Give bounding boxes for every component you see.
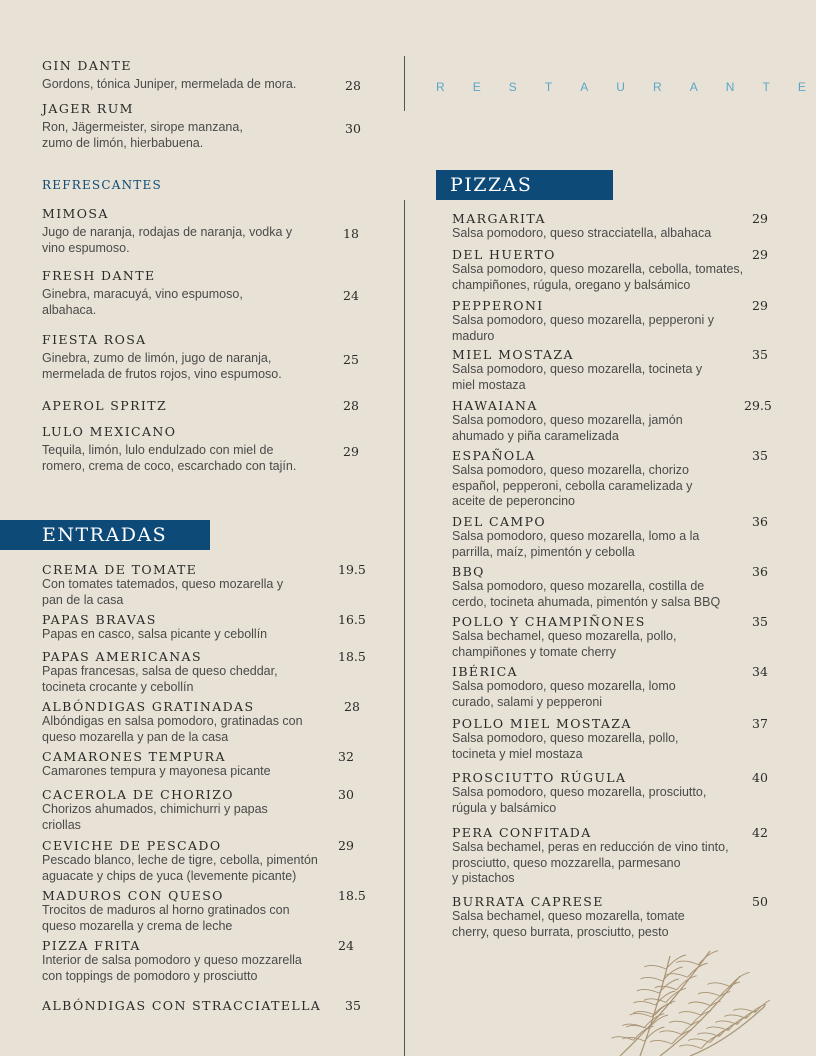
menu-item-description: Salsa pomodoro, queso mozarella, pepperoni y maduro [452, 313, 714, 343]
menu-item-price: 29 [752, 298, 768, 313]
menu-item-name: PEPPERONI [452, 298, 544, 313]
section-banner-entradas: ENTRADAS [0, 520, 210, 550]
menu-item-description: Salsa pomodoro, queso mozarella, lomo curado, salami y pepperoni [452, 679, 676, 709]
menu-item-price: 25 [343, 352, 359, 367]
menu-item-price: 18.5 [338, 888, 366, 903]
restaurant-letter: U [616, 80, 625, 94]
menu-item-name: BURRATA CAPRESE [452, 894, 604, 909]
menu-item-name: PERA CONFITADA [452, 825, 592, 840]
menu-item-name: MIEL MOSTAZA [452, 347, 574, 362]
menu-item-description: Ginebra, maracuyá, vino espumoso, albahaca. [42, 287, 243, 317]
menu-item-price: 34 [752, 664, 768, 679]
menu-item-name: MIMOSA [42, 206, 109, 221]
menu-item-name: MADUROS CON QUESO [42, 888, 224, 903]
menu-item-name: ALBÓNDIGAS GRATINADAS [42, 699, 255, 714]
menu-item-name: ESPAÑOLA [452, 448, 536, 463]
menu-item-name: FIESTA ROSA [42, 332, 147, 347]
column-divider [404, 56, 405, 111]
menu-item-description: Salsa pomodoro, queso mozarella, tocineta y miel mostaza [452, 362, 703, 392]
menu-item-price: 30 [345, 121, 361, 136]
menu-item-price: 29 [338, 838, 354, 853]
menu-item-name: PAPAS AMERICANAS [42, 649, 202, 664]
menu-item-name: LULO MEXICANO [42, 424, 177, 439]
menu-item-description: Salsa pomodoro, queso mozarella, costilla de cerdo, tocineta ahumada, pimentón y salsa BBQ [452, 579, 721, 609]
menu-item-name: CACEROLA DE CHORIZO [42, 787, 234, 802]
menu-item-name: IBÉRICA [452, 664, 518, 679]
menu-item-price: 18 [343, 226, 359, 241]
menu-item-name: CEVICHE DE PESCADO [42, 838, 222, 853]
menu-item-description: Salsa pomodoro, queso mozarella, pollo, tocineta y miel mostaza [452, 731, 679, 761]
menu-item-price: 32 [338, 749, 354, 764]
menu-item-price: 24 [343, 288, 359, 303]
menu-item-price: 40 [752, 770, 768, 785]
menu-item-description: Salsa pomodoro, queso mozarella, chorizo español, pepperoni, cebolla caramelizada y aceite de peperoncino [452, 463, 693, 508]
decorative-leaf-icon [600, 946, 770, 1056]
menu-item-price: 24 [338, 938, 354, 953]
menu-item-price: 37 [752, 716, 768, 731]
menu-item-price: 35 [345, 998, 361, 1013]
menu-item-description: Chorizos ahumados, chimichurri y papas criollas [42, 802, 268, 832]
menu-item-description: Salsa pomodoro, queso mozarella, prosciutto, rúgula y balsámico [452, 785, 707, 815]
menu-item-description: Tequila, limón, lulo endulzado con miel de romero, crema de coco, escarchado con tajín. [42, 443, 297, 473]
menu-item-name: PIZZA FRITA [42, 938, 141, 953]
menu-item-price: 29.5 [744, 398, 772, 413]
restaurant-letter: R [436, 80, 445, 94]
menu-item-price: 50 [752, 894, 768, 909]
menu-item-name: POLLO MIEL MOSTAZA [452, 716, 632, 731]
restaurant-letter: E [472, 80, 481, 94]
restaurant-letter: A [689, 80, 698, 94]
menu-item-name: JAGER RUM [42, 101, 134, 116]
menu-item-name: ALBÓNDIGAS CON STRACCIATELLA [42, 998, 322, 1013]
menu-item-description: Jugo de naranja, rodajas de naranja, vodka y vino espumoso. [42, 225, 293, 255]
column-divider [404, 200, 405, 1056]
menu-item-name: APEROL SPRITZ [42, 398, 168, 413]
menu-item-description: Salsa bechamel, queso mozarella, tomate cherry, queso burrata, prosciutto, pesto [452, 909, 685, 939]
menu-item-name: CAMARONES TEMPURA [42, 749, 226, 764]
menu-item-name: BBQ [452, 564, 485, 579]
menu-item-price: 30 [338, 787, 354, 802]
menu-item-price: 16.5 [338, 612, 366, 627]
menu-item-price: 29 [343, 444, 359, 459]
menu-item-price: 28 [344, 699, 360, 714]
menu-item-description: Con tomates tatemados, queso mozarella y pan de la casa [42, 577, 284, 607]
menu-item-name: PAPAS BRAVAS [42, 612, 157, 627]
restaurant-letter: T [762, 80, 770, 94]
menu-item-price: 18.5 [338, 649, 366, 664]
restaurant-letter: T [544, 80, 553, 94]
menu-item-description: Albóndigas en salsa pomodoro, gratinadas con queso mozarella y pan de la casa [42, 714, 303, 744]
section-title-refrescantes: REFRESCANTES [42, 178, 162, 192]
restaurant-letter: S [508, 80, 517, 94]
menu-item-description: Salsa bechamel, peras en reducción de vino tinto, prosciutto, queso mozzarella, parmesano y pistachos [452, 840, 729, 885]
menu-item-name: PROSCIUTTO RÚGULA [452, 770, 627, 785]
menu-item-name: HAWAIANA [452, 398, 538, 413]
section-banner-pizzas: PIZZAS [436, 170, 613, 200]
menu-item-description: Salsa pomodoro, queso mozarella, jamón ahumado y piña caramelizada [452, 413, 683, 443]
menu-item-description: Papas francesas, salsa de queso cheddar, tocineta crocante y cebollín [42, 664, 278, 694]
restaurant-label [436, 80, 806, 94]
menu-item-description: Gordons, tónica Juniper, mermelada de mora. [42, 77, 297, 91]
restaurant-letter: R [653, 80, 662, 94]
menu-item-description: Ginebra, zumo de limón, jugo de naranja, mermelada de frutos rojos, vino espumoso. [42, 351, 282, 381]
menu-item-description: Salsa pomodoro, queso mozarella, lomo a la parrilla, maíz, pimentón y cebolla [452, 529, 700, 559]
menu-item-description: Interior de salsa pomodoro y queso mozzarella con toppings de pomodoro y prosciutto [42, 953, 302, 983]
menu-item-price: 42 [752, 825, 768, 840]
menu-item-description: Salsa pomodoro, queso stracciatella, albahaca [452, 226, 712, 240]
menu-item-price: 29 [752, 247, 768, 262]
menu-item-price: 28 [345, 78, 361, 93]
menu-item-price: 35 [752, 448, 768, 463]
menu-item-name: DEL CAMPO [452, 514, 547, 529]
menu-item-price: 19.5 [338, 562, 366, 577]
menu-item-description: Salsa bechamel, queso mozarella, pollo, champiñones y tomate cherry [452, 629, 677, 659]
menu-item-description: Salsa pomodoro, queso mozarella, cebolla, tomates, champiñones, rúgula, oregano y balsámico [452, 262, 744, 292]
menu-item-name: GIN DANTE [42, 58, 132, 73]
menu-item-description: Ron, Jägermeister, sirope manzana, zumo de limón, hierbabuena. [42, 120, 243, 150]
menu-item-name: FRESH DANTE [42, 268, 156, 283]
menu-item-name: CREMA DE TOMATE [42, 562, 198, 577]
restaurant-letter: A [580, 80, 589, 94]
menu-item-name: MARGARITA [452, 211, 546, 226]
menu-item-description: Camarones tempura y mayonesa picante [42, 764, 271, 778]
menu-item-price: 36 [752, 514, 768, 529]
restaurant-letter: N [725, 80, 735, 94]
menu-item-name: DEL HUERTO [452, 247, 556, 262]
menu-item-price: 29 [752, 211, 768, 226]
menu-item-description: Papas en casco, salsa picante y cebollín [42, 627, 268, 641]
menu-item-name: POLLO Y CHAMPIÑONES [452, 614, 646, 629]
menu-item-description: Trocitos de maduros al horno gratinados con queso mozarella y crema de leche [42, 903, 290, 933]
menu-item-description: Pescado blanco, leche de tigre, cebolla, pimentón aguacate y chips de yuca (levemente picante) [42, 853, 318, 883]
menu-item-price: 35 [752, 347, 768, 362]
restaurant-letter: E [797, 80, 806, 94]
menu-item-price: 28 [343, 398, 359, 413]
menu-item-price: 35 [752, 614, 768, 629]
menu-item-price: 36 [752, 564, 768, 579]
